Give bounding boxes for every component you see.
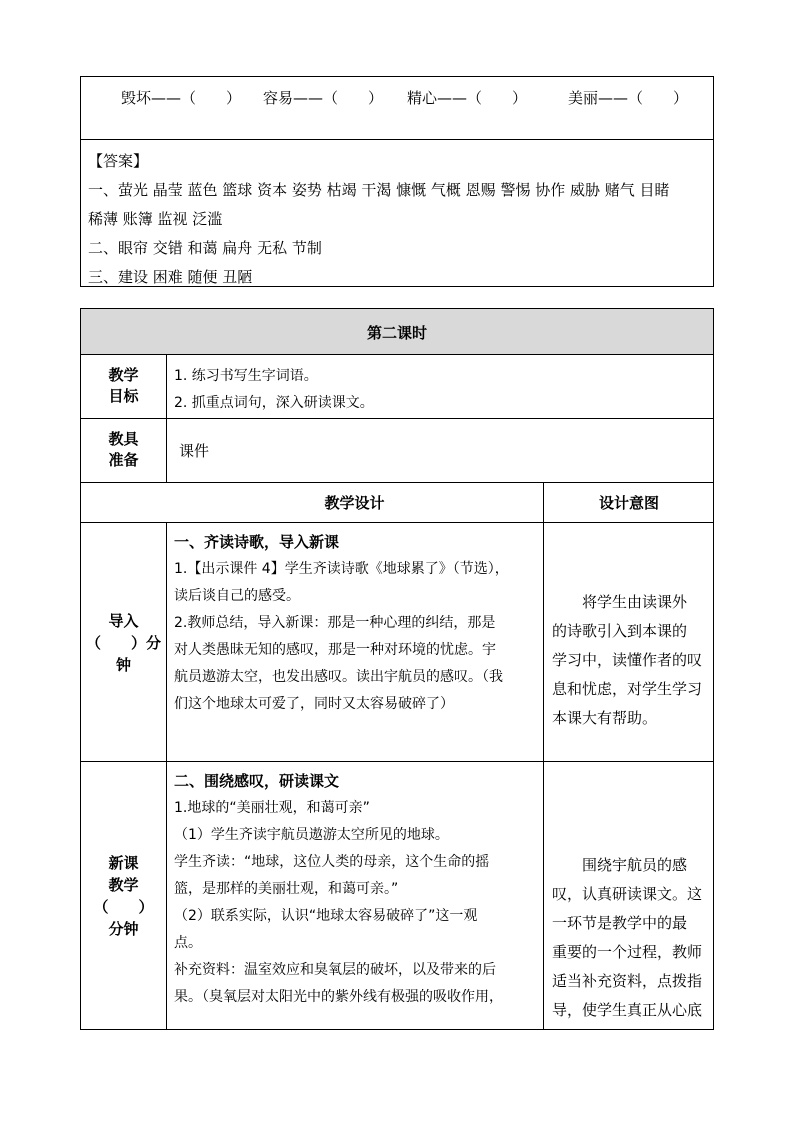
intent-column-header: 设计意图 (598, 494, 659, 512)
divider (543, 482, 544, 1029)
content-line: 1.【出示课件 4】学生齐读诗歌《地球累了》（节选）， (174, 561, 509, 577)
lesson-plan-table (80, 308, 714, 1030)
content-line: 读后谈自己的感受。 (174, 588, 300, 604)
content-line: 2.教师总结，导入新课：那是一种心理的纠结，那是 (174, 615, 496, 631)
answer-line: 二、眼帘 交错 和蔼 扁舟 无私 节制 (88, 239, 322, 257)
divider (166, 522, 167, 1029)
exercise-item: 毁坏——（ ） (121, 89, 242, 107)
exercise-answer-table (80, 76, 714, 287)
design-column-header: 教学设计 (324, 494, 385, 512)
exercise-item: 美丽——（ ） (568, 89, 689, 107)
exercise-item: 精心——（ ） (407, 89, 528, 107)
content-line: （1）学生齐读宇航员遨游太空所见的地球。 (174, 827, 449, 843)
goal-list (174, 363, 374, 417)
section2-label: 新课 教学 （ ） 分钟 (93, 854, 154, 938)
answer-line: 三、建设 困难 随便 丑陋 (88, 268, 253, 286)
answer-line: 一、萤光 晶莹 蓝色 篮球 资本 姿势 枯竭 干渴 慷慨 气概 恩赐 警惕 协作 威胁 赌气 目睹 (88, 181, 670, 199)
lesson-title-row (81, 309, 713, 354)
divider (166, 354, 167, 482)
content-line: 篮，是那样的美丽壮观，和蔼可亲。” (174, 881, 399, 897)
prep-label: 教具 准备 (108, 430, 139, 469)
goal-item: 2. 抓重点词句，深入研读课文。 (174, 395, 374, 411)
content-line: 点。 (174, 935, 202, 951)
content-line: 果。（臭氧层对太阳光中的紫外线有极强的吸收作用， (174, 989, 503, 1005)
section1-label: 导入 （ ）分 钟 (85, 612, 161, 674)
section1-content (174, 529, 509, 718)
content-line: 1.地球的“美丽壮观，和蔼可亲” (174, 800, 370, 816)
divider (81, 761, 713, 762)
section2-content (174, 768, 503, 1011)
divider (81, 354, 713, 355)
section2-intent: 围绕宇航员的感 叹，认真研读课文。这 一环节是教学中的最 重要的一个过程，教师 适当补充资料，点拨指 导，使学生真正从心底 (552, 856, 703, 1019)
prep-value: 课件 (179, 442, 210, 460)
divider (81, 522, 713, 523)
content-line: 学生齐读：“地球，这位人类的母亲，这个生命的摇 (174, 854, 490, 870)
goal-item: 1. 练习书写生字词语。 (174, 368, 318, 384)
content-line: 们这个地球太可爱了，同时又太容易破碎了） (174, 696, 454, 712)
content-line: 对人类愚昧无知的感叹，那是一种对环境的忧虑。宇 (174, 642, 496, 658)
section1-intent: 将学生由读课外 的诗歌引入到本课的 学习中，读懂作者的叹 息和忧虑，对学生学习 本课大有帮助。 (552, 593, 703, 727)
section1-heading: 一、齐读诗歌，导入新课 (174, 533, 340, 551)
divider (81, 139, 713, 140)
divider (81, 482, 713, 483)
content-line: 补充资料：温室效应和臭氧层的破坏，以及带来的后 (174, 962, 496, 978)
lesson-title: 第二课时 (366, 324, 427, 342)
content-line: （2）联系实际，认识“地球太容易破碎了”这一观 (174, 908, 478, 924)
answer-title: 【答案】 (88, 152, 149, 170)
exercise-item: 容易——（ ） (263, 89, 384, 107)
answer-line: 稀薄 账簿 监视 泛滥 (88, 210, 223, 228)
section2-heading: 二、围绕感叹，研读课文 (174, 772, 340, 790)
goal-label: 教学 目标 (108, 366, 139, 405)
answer-block (88, 147, 713, 292)
divider (81, 418, 713, 419)
content-line: 航员遨游太空，也发出感叹。读出宇航员的感叹。（我 (174, 669, 503, 685)
